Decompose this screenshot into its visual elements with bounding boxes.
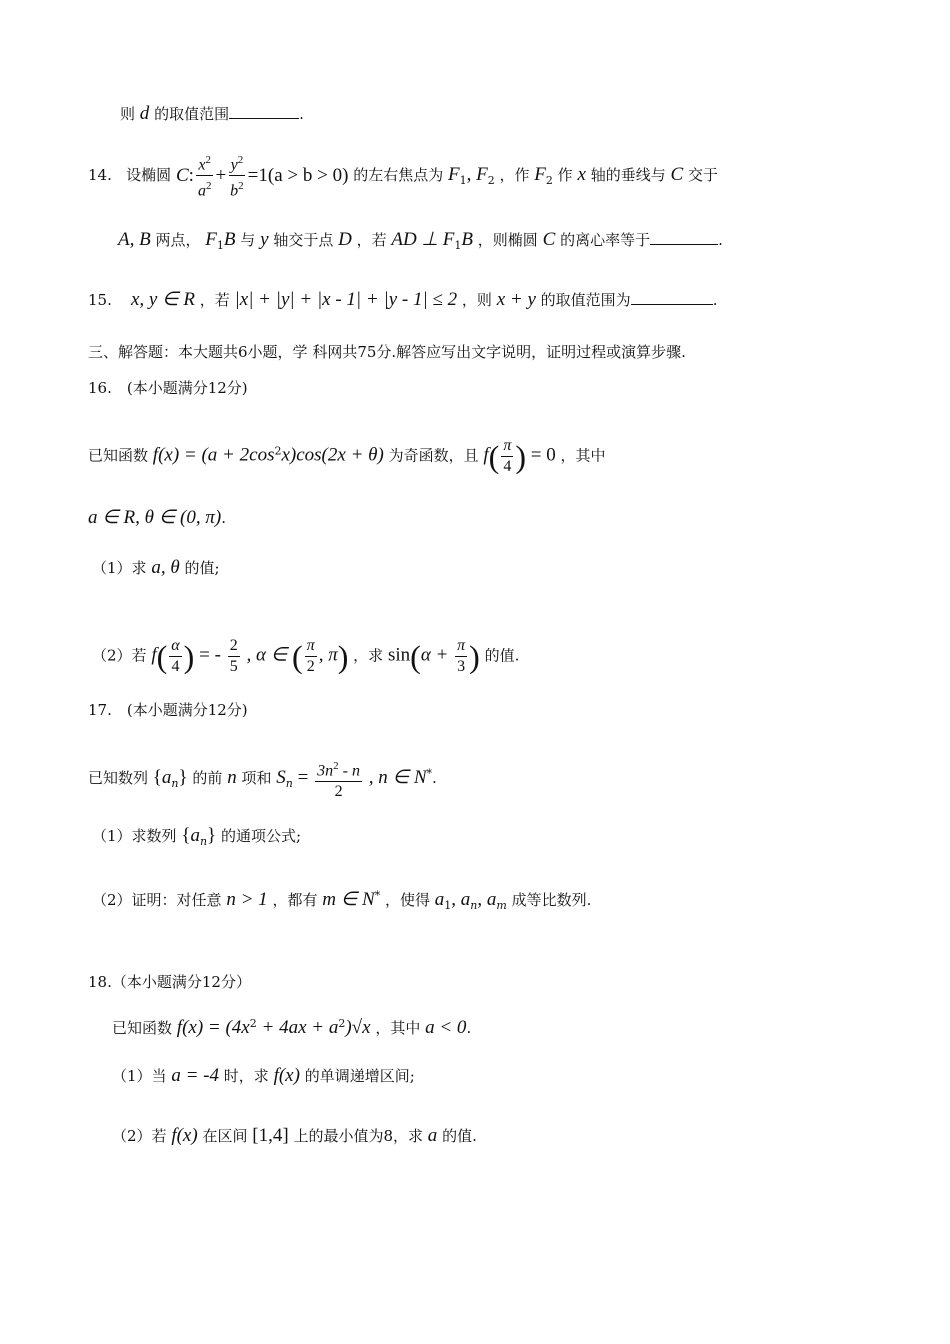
q15-line: 15. x, y ∈ R ，若 |x| + |y| + |x - 1| + |y - 1| ≤ 2 ，则 x + y 的取值范围为 .	[88, 289, 718, 310]
q16-part2: （2）若 f( $\frac{\alpha}{4}$ ) = - $\frac{2}{5}$ , α ∈ ( $\frac{\pi}{2}$ , π) ，求 sin(α + $\frac{\pi}{3}$ ) 的值.	[92, 637, 520, 675]
q16-line1: 已知函数 $f(x) = (a + 2\cos^2x)\cos(2x + \theta)$ 为奇函数，且 f( $\frac{\pi}{4}$ ) = 0 ，其中	[88, 437, 606, 475]
q16-part1: （1）求 a, θ 的值;	[92, 557, 220, 578]
q17-part1: （1）求数列 $\{a_n\}$ 的通项公式;	[92, 825, 302, 848]
q17-heading: 17. (本小题满分12分)	[88, 701, 248, 719]
q16-condition: a ∈ R, θ ∈ (0, π).	[88, 507, 226, 528]
q14-line1: 14. 设椭圆 C : $\frac{x^2}{a^2}$ + $\frac{y^2}{b^2}$ =1 (a > b > 0) 的左右焦点为 $F_1$, $F_2$ ，作 $F_2$ 作 x 轴的垂线与 C 交于	[88, 150, 718, 202]
q16-heading: 16. (本小题满分12分)	[88, 379, 248, 397]
q17-line1: 已知数列 $\{a_n\}$ 的前 n 项和 $S_n$ = $\frac{3n^2 - n}{2}$ , n ∈ N*.	[88, 756, 437, 802]
q13-tail: 则 d 的取值范围 .	[120, 103, 304, 124]
q18-part2: （2）若 f(x) 在区间 [1,4] 上的最小值为8，求 a 的值.	[112, 1125, 477, 1146]
q18-heading: 18.（本小题满分12分）	[88, 973, 251, 991]
q14-line2: A, B 两点， $F_1B$ 与 y 轴交于点 D ，若 AD ⊥ $F_1B$ ，则椭圆 C 的离心率等于 .	[118, 229, 723, 252]
section-3-heading: 三、解答题：本大题共6小题，学 科网共75分.解答应写出文字说明，证明过程或演算步骤.	[88, 343, 686, 361]
q18-line1: 已知函数 $f(x) = (4x^2 + 4ax + a^2)√x$ ，其中 a < 0.	[112, 1017, 472, 1038]
q18-part1: （1）当 a = -4 时，求 f(x) 的单调递增区间;	[112, 1065, 415, 1086]
q17-part2: （2）证明：对任意 n > 1 ，都有 m ∈ N* ，使得 $a_1$, $a_n$, $a_m$ 成等比数列.	[92, 889, 592, 912]
